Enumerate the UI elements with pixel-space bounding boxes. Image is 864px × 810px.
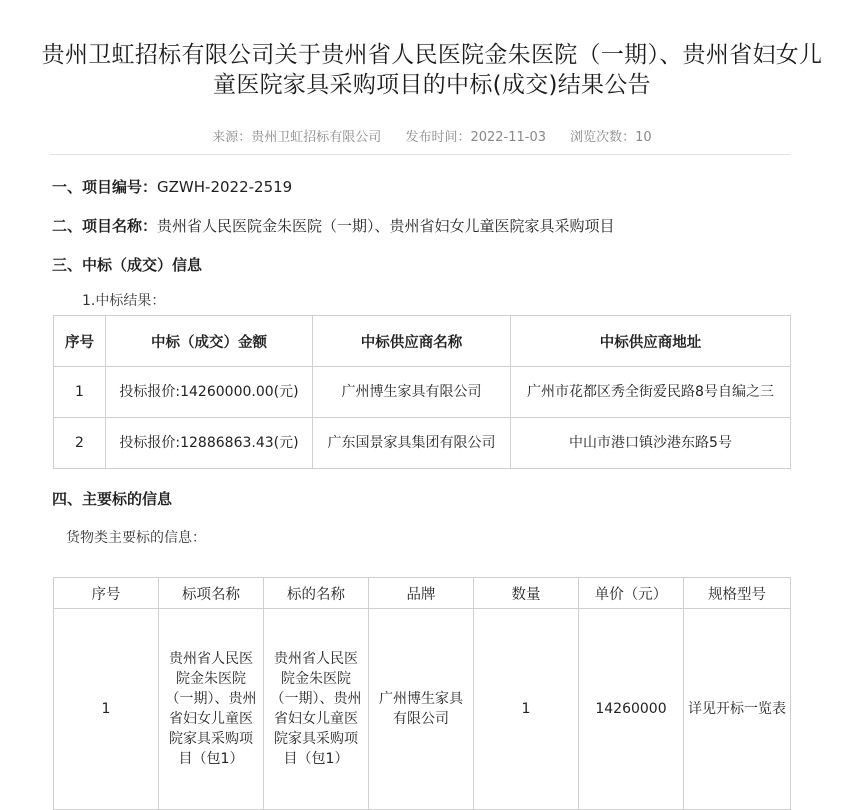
cell-brand: 广州博生家具有限公司	[369, 609, 474, 810]
divider	[50, 154, 790, 155]
award-result-subheading: 1.中标结果：	[82, 293, 166, 309]
header-index: 序号	[54, 578, 159, 609]
cell-index: 1	[54, 367, 106, 418]
award-info-heading-text: 三、中标（成交）信息	[52, 256, 203, 274]
cell-supplier-address: 中山市港口镇沙港东路5号	[511, 418, 791, 469]
goods-info-heading-text: 四、主要标的信息	[52, 490, 173, 508]
project-name-label: 二、项目名称：	[52, 217, 158, 235]
cell-index: 1	[54, 609, 159, 810]
project-number-value: GZWH-2022-2519	[157, 178, 293, 196]
source-text: 来源：贵州卫虹招标有限公司	[212, 130, 382, 145]
header-supplier-name: 中标供应商名称	[313, 316, 511, 367]
award-result-table	[53, 315, 791, 469]
cell-supplier-address: 广州市花都区秀全街爱民路8号自编之三	[511, 367, 791, 418]
header-brand: 品牌	[369, 578, 474, 609]
header-index: 序号	[54, 316, 106, 367]
table-header-row	[54, 316, 791, 367]
cell-quantity: 1	[474, 609, 579, 810]
cell-index: 2	[54, 418, 106, 469]
goods-table	[53, 577, 791, 810]
cell-unit-price: 14260000	[579, 609, 684, 810]
header-amount: 中标（成交）金额	[106, 316, 313, 367]
page-title: 贵州卫虹招标有限公司关于贵州省人民医院金朱医院（一期）、贵州省妇女儿童医院家具采购项目的中标(成交)结果公告	[41, 42, 823, 98]
header-unit-price: 单价（元）	[579, 578, 684, 609]
cell-amount: 投标报价:14260000.00(元)	[106, 367, 313, 418]
cell-amount: 投标报价:12886863.43(元)	[106, 418, 313, 469]
table-header-row	[54, 578, 791, 609]
publish-time-text: 发布时间：2022-11-03	[405, 130, 547, 145]
header-quantity: 数量	[474, 578, 579, 609]
table-row	[54, 367, 791, 418]
header-spec: 规格型号	[684, 578, 791, 609]
cell-item-name: 贵州省人民医院金朱医院（一期）、贵州省妇女儿童医院家具采购项目（包1）	[264, 609, 369, 810]
header-item-name: 标的名称	[264, 578, 369, 609]
project-name-value: 贵州省人民医院金朱医院（一期）、贵州省妇女儿童医院家具采购项目	[157, 217, 615, 235]
project-number-label: 一、项目编号：	[52, 178, 158, 196]
cell-spec: 详见开标一览表	[684, 609, 791, 810]
header-lot-name: 标项名称	[159, 578, 264, 609]
header-supplier-address: 中标供应商地址	[511, 316, 791, 367]
award-info-heading	[52, 254, 202, 275]
table-row	[54, 609, 791, 810]
cell-supplier-name: 广州博生家具有限公司	[313, 367, 511, 418]
table-row	[54, 418, 791, 469]
project-number	[52, 176, 292, 197]
cell-lot-name: 贵州省人民医院金朱医院（一期）、贵州省妇女儿童医院家具采购项目（包1）	[159, 609, 264, 810]
goods-info-subheading: 货物类主要标的信息：	[66, 530, 206, 546]
goods-info-heading	[52, 488, 172, 509]
project-name	[52, 215, 615, 236]
cell-supplier-name: 广东国景家具集团有限公司	[313, 418, 511, 469]
meta-info	[50, 126, 814, 145]
views-text: 浏览次数：10	[570, 130, 652, 145]
